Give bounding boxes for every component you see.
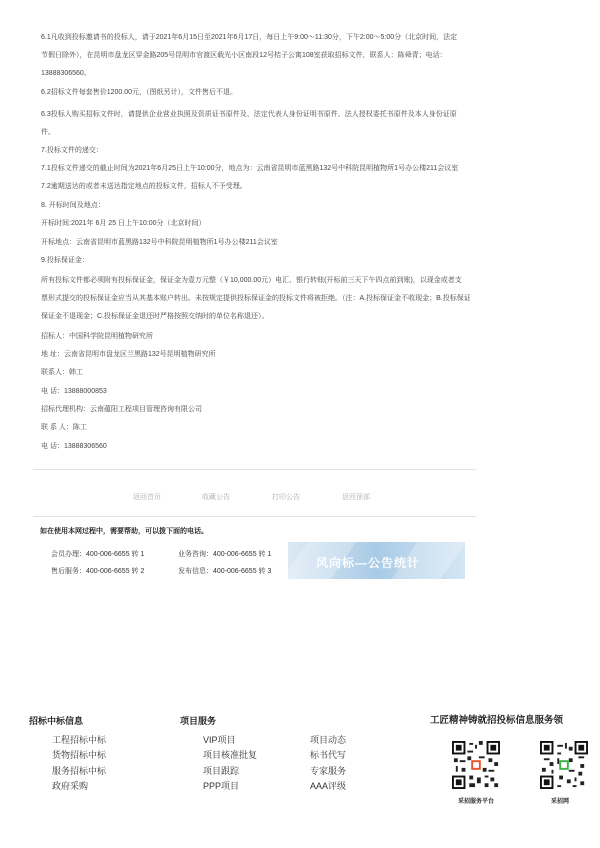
notice-line: 电 话：13888000853 [41,388,107,395]
qr-code-icon [540,741,588,789]
notice-line: 6.2招标文件每套售价1200.00元，（图纸另计），文件售后不退。 [41,89,238,96]
notice-line: 7.1投标文件递交的截止时间为2021年6月25日上午10:00分，地点为：云南省昆明市蓝黑路132号中科院昆明植物所1号办公楼211会议室 [41,165,459,172]
banner-text: 风向标—公告统计 [316,556,421,570]
footer-col1-title: 招标中标信息 [29,716,84,726]
notice-line: 6.1凡收到投标邀请书的投标人，请于2021年6月15日至2021年6月17日，每日上午9:00～11:30分，下午2:00～5:00分（北京时间，法定 [41,34,458,41]
divider [33,469,476,470]
footer-link[interactable]: PPP项目 [203,781,240,791]
footer-link[interactable]: 服务招标中标 [52,766,107,776]
qr-code-icon [452,741,500,789]
footer-link[interactable]: AAA评级 [310,781,347,791]
hotline-business: 业务咨询：400-006-6655 转 1 [178,551,272,558]
notice-line: 件。 [41,129,55,136]
footer-link[interactable]: 政府采购 [52,781,89,791]
notice-line: 开标地点：云南省昆明市蓝黑路132号中科院昆明植物所1号办公楼211会议室 [41,239,278,246]
notice-line: 招标人：中国科学院昆明植物研究所 [41,333,153,340]
footer-link[interactable]: 工程招标中标 [52,735,107,745]
notice-line: 节假日除外），在昆明市盘龙区穿金路205号昆明市官渡区载光小区南段12号桔子公寓108室获取招标文件，联系人：陈舜青；电话： [41,52,447,59]
notice-line: 招标代理机构：云南蕴阳工程项目管理咨询有限公司 [41,406,202,413]
notice-line: 9.投标保证金： [41,257,89,264]
footer-link[interactable]: 项目跟踪 [203,766,240,776]
home-link[interactable]: 返回首页 [133,494,161,501]
notice-line: 7.2逾期送达的或者未送达指定地点的投标文件，招标人不予受理。 [41,183,247,190]
notice-line: 电 话：13888306560 [41,443,107,450]
footer-link[interactable]: 专家服务 [310,766,347,776]
notice-line: 地 址：云南省昆明市盘龙区兰黑路132号昆明植物研究所 [41,351,216,358]
notice-line: 联系人：韩工 [41,369,83,376]
notice-line: 7.投标文件的递交： [41,147,103,154]
footer-link[interactable]: 项目动态 [310,735,347,745]
hotline-publish: 发布信息：400-006-6655 转 3 [178,568,272,575]
notice-line: 13888306560。 [41,70,91,77]
notice-line: 开标时间:2021年 6月 25 日上午10:00分（北京时间） [41,220,206,227]
print-link[interactable]: 打印公告 [272,494,300,501]
footer-link[interactable]: 标书代写 [310,750,347,760]
qr-caption: 采招网 [551,799,570,805]
notice-line: 6.3投标人购买招标文件时，请提供企业营业执照及资质证书原件及、法定代表人身份证明书原件、法人授权委托书原件及本人身份证原 [41,111,457,118]
hotline-aftersales: 售后服务：400-006-6655 转 2 [51,568,145,575]
footer-link[interactable]: 项目核准批复 [203,750,258,760]
notice-line: 联 系 人：陈工 [41,424,87,431]
help-title: 如在使用本网过程中，需要帮助，可以拨下面的电话。 [40,528,208,535]
footer-link[interactable]: VIP项目 [203,735,236,745]
footer-slogan: 工匠精神铸就招投标信息服务领 [430,715,564,726]
footer-link[interactable]: 货物招标中标 [52,750,107,760]
favorite-link[interactable]: 收藏公告 [202,494,230,501]
footer-col2-title: 项目服务 [180,716,217,726]
back-to-top-link[interactable]: 返回顶部 [342,494,370,501]
notice-line: 票形式提交的投标保证金应当从其基本账户转出。未按规定提供投标保证金的投标文件将被拒绝。（注：A.投标保证金不收现金；B.投标保证 [41,295,471,302]
divider [33,516,476,517]
announcement-stats-banner[interactable] [288,542,465,579]
qr-caption: 采招服务平台 [458,799,495,805]
notice-line: 8. 开标时间及地点： [41,202,105,209]
notice-line: 保证金不退现金；C.投标保证金退还时严格按照交纳时的单位名称退还）。 [41,313,269,320]
hotline-membership: 会员办理：400-006-6655 转 1 [51,551,145,558]
notice-line: 所有投标文件都必须附有投标保证金，保证金为壹万元整（￥10,000.00元）电汇、银行转账(开标前三天下午四点前到账)，以现金或者支 [41,277,462,284]
